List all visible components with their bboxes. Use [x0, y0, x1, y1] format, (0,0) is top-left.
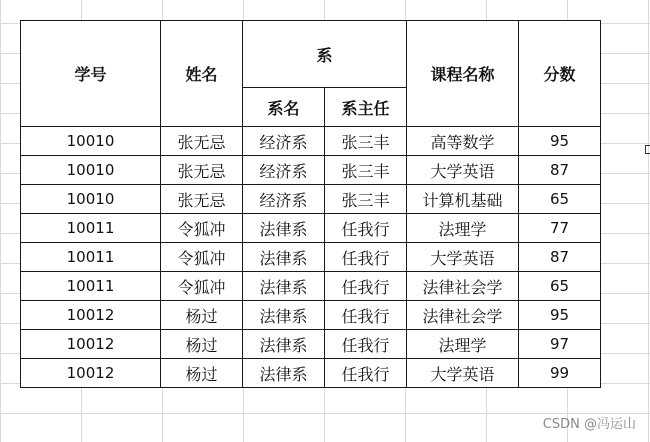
cell-name[interactable]: 杨过	[161, 330, 243, 359]
cell-name[interactable]: 杨过	[161, 301, 243, 330]
cell-dept-name[interactable]: 法律系	[243, 301, 325, 330]
cell-course[interactable]: 法理学	[407, 214, 519, 243]
cell-course[interactable]: 计算机基础	[407, 185, 519, 214]
cell-course[interactable]: 法理学	[407, 330, 519, 359]
header-department[interactable]: 系	[243, 21, 407, 88]
cell-name[interactable]: 令狐冲	[161, 243, 243, 272]
cell-course[interactable]: 大学英语	[407, 359, 519, 388]
header-dept-name[interactable]: 系名	[243, 88, 325, 127]
cell-name[interactable]: 杨过	[161, 359, 243, 388]
table-row	[21, 156, 601, 185]
cell-score[interactable]: 65	[519, 272, 601, 301]
cell-course[interactable]: 法律社会学	[407, 272, 519, 301]
cell-dept-head[interactable]: 任我行	[325, 214, 407, 243]
cell-name[interactable]: 张无忌	[161, 185, 243, 214]
cell-edge-marker	[645, 145, 650, 154]
cell-score[interactable]: 87	[519, 243, 601, 272]
cell-dept-head[interactable]: 任我行	[325, 272, 407, 301]
cell-student-id[interactable]: 10012	[21, 301, 161, 330]
student-course-table	[20, 20, 601, 388]
cell-dept-head[interactable]: 任我行	[325, 243, 407, 272]
header-dept-head[interactable]: 系主任	[325, 88, 407, 127]
header-course[interactable]: 课程名称	[407, 21, 519, 127]
cell-dept-name[interactable]: 法律系	[243, 330, 325, 359]
cell-dept-name[interactable]: 法律系	[243, 272, 325, 301]
cell-score[interactable]: 87	[519, 156, 601, 185]
cell-score[interactable]: 97	[519, 330, 601, 359]
cell-dept-name[interactable]: 经济系	[243, 127, 325, 156]
cell-student-id[interactable]: 10012	[21, 359, 161, 388]
cell-score[interactable]: 95	[519, 127, 601, 156]
table-row	[21, 301, 601, 330]
cell-course[interactable]: 高等数学	[407, 127, 519, 156]
cell-dept-name[interactable]: 法律系	[243, 359, 325, 388]
cell-student-id[interactable]: 10010	[21, 185, 161, 214]
watermark: CSDN @冯运山	[542, 417, 636, 432]
cell-dept-head[interactable]: 任我行	[325, 359, 407, 388]
cell-dept-head[interactable]: 任我行	[325, 301, 407, 330]
header-student-id[interactable]: 学号	[21, 21, 161, 127]
cell-name[interactable]: 张无忌	[161, 127, 243, 156]
table-row	[21, 243, 601, 272]
cell-student-id[interactable]: 10010	[21, 156, 161, 185]
cell-name[interactable]: 令狐冲	[161, 214, 243, 243]
cell-score[interactable]: 95	[519, 301, 601, 330]
header-score[interactable]: 分数	[519, 21, 601, 127]
cell-name[interactable]: 令狐冲	[161, 272, 243, 301]
cell-student-id[interactable]: 10011	[21, 214, 161, 243]
cell-course[interactable]: 大学英语	[407, 156, 519, 185]
cell-student-id[interactable]: 10011	[21, 272, 161, 301]
header-name[interactable]: 姓名	[161, 21, 243, 127]
table-row	[21, 330, 601, 359]
table-row	[21, 127, 601, 156]
cell-dept-name[interactable]: 经济系	[243, 185, 325, 214]
cell-dept-name[interactable]: 法律系	[243, 214, 325, 243]
cell-dept-head[interactable]: 张三丰	[325, 127, 407, 156]
cell-course[interactable]: 法律社会学	[407, 301, 519, 330]
cell-dept-head[interactable]: 张三丰	[325, 156, 407, 185]
cell-score[interactable]: 77	[519, 214, 601, 243]
cell-course[interactable]: 大学英语	[407, 243, 519, 272]
cell-student-id[interactable]: 10012	[21, 330, 161, 359]
table-row	[21, 272, 601, 301]
table-row	[21, 359, 601, 388]
cell-name[interactable]: 张无忌	[161, 156, 243, 185]
cell-student-id[interactable]: 10011	[21, 243, 161, 272]
cell-dept-name[interactable]: 法律系	[243, 243, 325, 272]
cell-student-id[interactable]: 10010	[21, 127, 161, 156]
cell-dept-name[interactable]: 经济系	[243, 156, 325, 185]
cell-score[interactable]: 99	[519, 359, 601, 388]
table-row	[21, 185, 601, 214]
cell-dept-head[interactable]: 张三丰	[325, 185, 407, 214]
cell-score[interactable]: 65	[519, 185, 601, 214]
table-body	[21, 127, 601, 388]
table-row	[21, 214, 601, 243]
cell-dept-head[interactable]: 任我行	[325, 330, 407, 359]
